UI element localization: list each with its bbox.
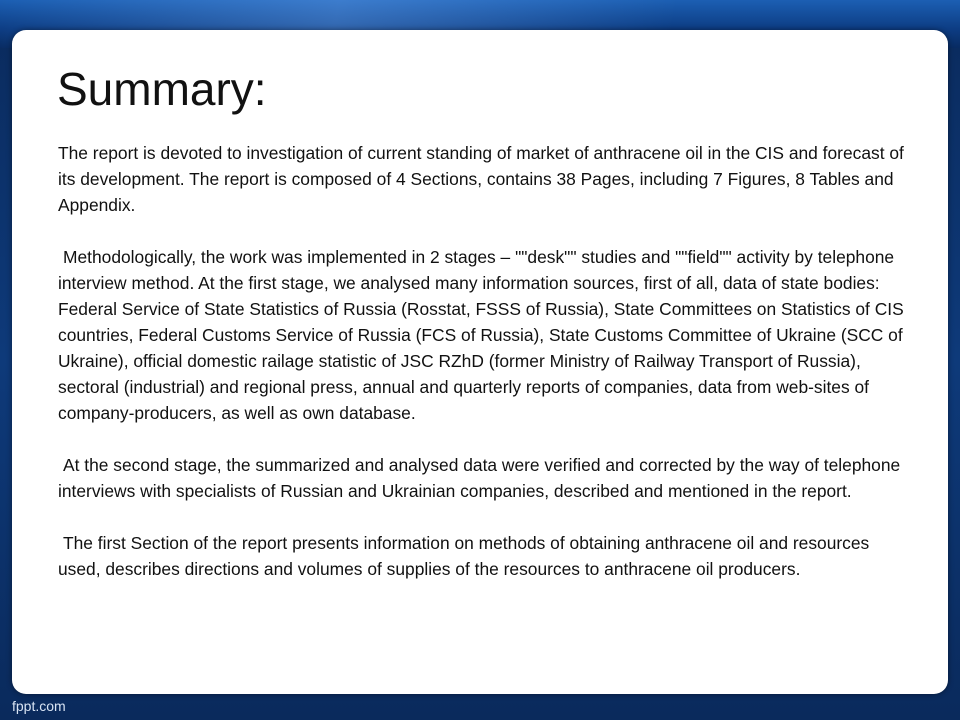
summary-body xyxy=(58,140,904,608)
paragraph-methodology: Methodologically, the work was implemented in 2 stages – ""desk"" studies and ""field"" activity by telephone interview method. At the first stage, we analysed many information sources, first of all, data of state bodies: Federal Service of State Statistics of Russia (Rosstat, FSSS of Russia), State Committees on Statistics of CIS countries, Federal Customs Service of Russia (FCS of Russia), State Customs Committee of Ukraine (SCC of Ukraine), official domestic railage statistic of JSC RZhD (former Ministry of Railway Transport of Russia), sectoral (industrial) and regional press, annual and quarterly reports of companies, data from web-sites of company-producers, as well as own database. xyxy=(58,247,904,423)
footer-logo: fppt.com xyxy=(12,698,66,714)
slide-title: Summary: xyxy=(57,63,267,115)
paragraph-first-section: The first Section of the report presents information on methods of obtaining anthracene oil and resources used, describes directions and volumes of supplies of the resources to anthracene oil producers. xyxy=(58,533,870,579)
paragraph-overview: The report is devoted to investigation of current standing of market of anthracene oil in the CIS and forecast of its development. The report is composed of 4 Sections, contains 38 Pages, including 7 Figures, 8 Tables and Appendix. xyxy=(58,143,904,215)
paragraph-second-stage: At the second stage, the summarized and analysed data were verified and corrected by the way of telephone interviews with specialists of Russian and Ukrainian companies, described and mentioned in the report. xyxy=(58,455,901,501)
